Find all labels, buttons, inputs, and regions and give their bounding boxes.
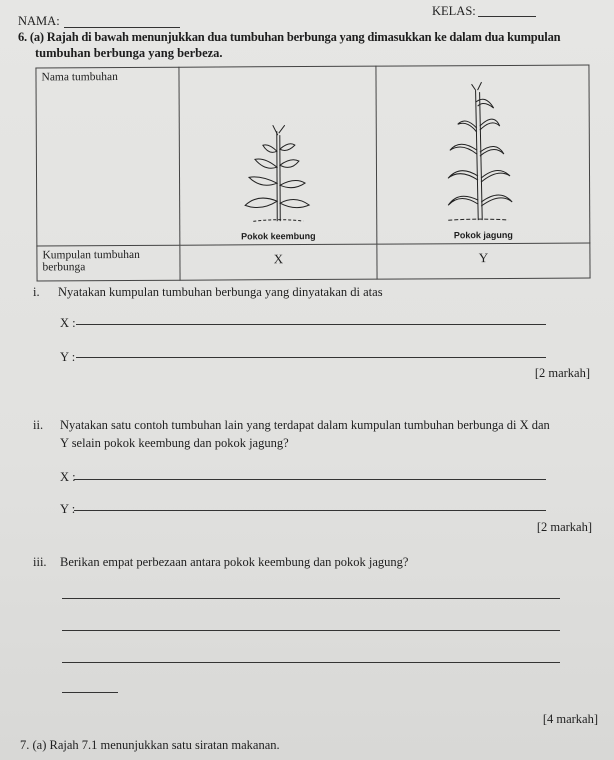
part-ii-question-line1: Nyatakan satu contoh tumbuhan lain yang terdapat dalam kumpulan tumbuhan berbunga di X dan	[60, 418, 550, 432]
group-keembung: X	[180, 244, 377, 280]
part-i-x-answer-line[interactable]	[76, 324, 546, 325]
row-header-group: Kumpulan tumbuhan berbunga	[37, 245, 180, 281]
q7-intro: 7. (a) Rajah 7.1 menunjukkan satu siratan makanan.	[20, 738, 280, 752]
part-ii-number: ii.	[33, 418, 44, 432]
jagung-plant-illustration	[438, 80, 529, 230]
row-header-name: Nama tumbuhan	[36, 67, 180, 246]
part-i-number: i.	[33, 285, 40, 299]
q6-intro-line2: tumbuhan berbunga yang berbeza.	[35, 46, 223, 60]
plant-cell-jagung	[376, 65, 590, 244]
plant-table	[35, 65, 590, 282]
part-i-y-answer-line[interactable]	[76, 357, 546, 358]
part-iii-answer-line-4[interactable]	[62, 692, 118, 693]
part-ii-marks: [2 markah]	[536, 520, 592, 534]
nama-label: NAMA:	[18, 14, 60, 28]
part-iii-answer-line-3[interactable]	[62, 662, 560, 663]
part-iii-number: iii.	[33, 555, 47, 569]
plant-name-keembung: Pokok keembung	[241, 230, 316, 242]
part-ii-y-label: Y :	[60, 502, 76, 516]
part-iii-marks: [4 markah]	[542, 712, 598, 726]
part-i-question: Nyatakan kumpulan tumbuhan berbunga yang dinyatakan di atas	[58, 285, 383, 299]
part-iii-question: Berikan empat perbezaan antara pokok keembung dan pokok jagung?	[60, 555, 409, 569]
kelas-label: KELAS:	[432, 4, 476, 18]
part-i-x-label: X :	[60, 316, 76, 330]
nama-answer-line[interactable]	[64, 27, 180, 28]
part-iii-answer-line-2[interactable]	[62, 630, 560, 631]
part-i-marks: [2 markah]	[534, 366, 590, 380]
part-ii-x-answer-line[interactable]	[74, 479, 546, 480]
plant-name-jagung: Pokok jagung	[453, 229, 513, 241]
part-i-y-label: Y :	[60, 350, 76, 364]
part-ii-y-answer-line[interactable]	[74, 510, 546, 511]
part-ii-question-line2: Y selain pokok keembung dan pokok jagung?	[60, 436, 289, 450]
keembung-plant-illustration	[233, 121, 324, 231]
q6-intro-line1: 6. (a) Rajah di bawah menunjukkan dua tumbuhan berbunga yang dimasukkan ke dalam dua kumpulan	[18, 30, 561, 44]
part-ii-x-label: X :	[60, 470, 76, 484]
plant-cell-keembung	[179, 66, 377, 245]
group-jagung: Y	[377, 243, 590, 279]
part-iii-answer-line-1[interactable]	[62, 598, 560, 599]
kelas-answer-line[interactable]	[478, 16, 536, 17]
